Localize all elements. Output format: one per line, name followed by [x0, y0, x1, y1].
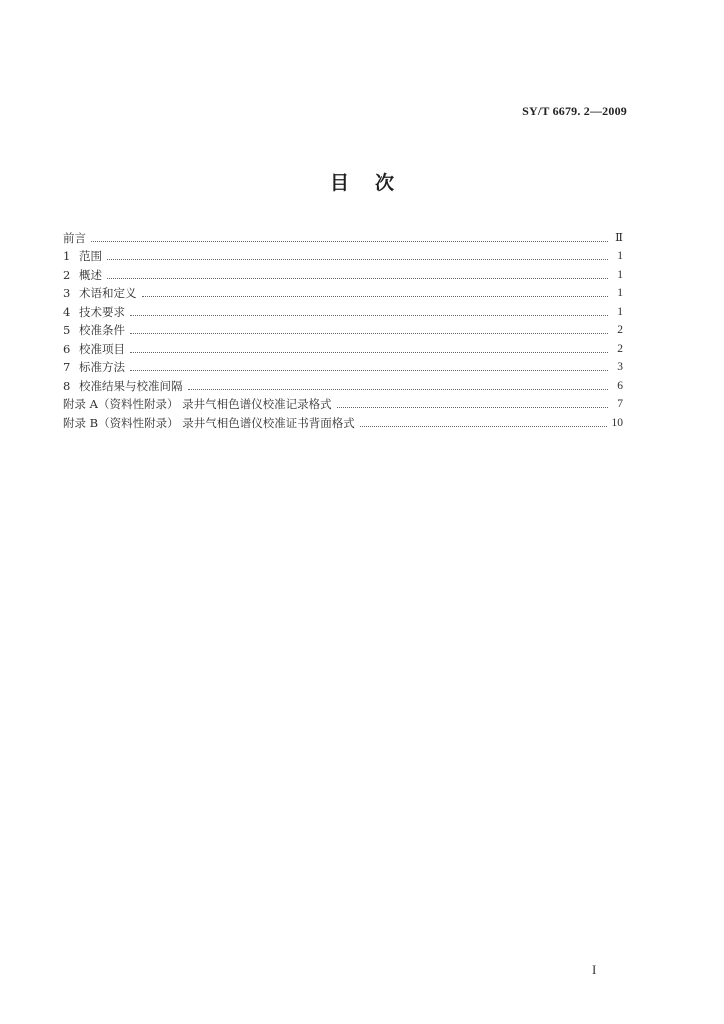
toc-entry-page: 1: [617, 250, 623, 262]
toc-entry-title: [63, 249, 102, 263]
toc-entry-title: [63, 360, 125, 374]
toc-entry-page: Ⅱ: [615, 231, 623, 244]
dot-leader: [130, 370, 608, 371]
toc-entry-title: [63, 286, 137, 300]
toc-entry-label: 前言: [63, 230, 86, 245]
dot-leader: [107, 259, 608, 260]
toc-entry-label: 标准方法: [79, 360, 125, 374]
toc-entry-page: 10: [611, 416, 623, 429]
toc-entry-label: 附录 A（资料性附录） 录井气相色谱仪校准记录格式: [63, 397, 332, 411]
toc-entry-number: 1: [63, 249, 71, 263]
dot-leader: [188, 389, 609, 390]
toc-entry[interactable]: [63, 393, 623, 412]
toc-entry-number: 6: [63, 341, 71, 356]
standard-code: SY/T 6679. 2—2009: [522, 104, 627, 118]
toc-entry-label: 附录 B（资料性附录） 录井气相色谱仪校准证书背面格式: [63, 415, 355, 430]
toc-entry-number: 8: [63, 378, 71, 393]
dot-leader: [130, 352, 608, 353]
toc-entry-title: [63, 342, 125, 356]
toc-entry-number: 4: [63, 304, 71, 319]
toc-entry-label: 概述: [79, 267, 102, 282]
toc-entry-label: 技术要求: [79, 304, 125, 319]
toc-entry-title: [63, 305, 125, 319]
dot-leader: [360, 426, 607, 427]
dot-leader: [130, 333, 608, 334]
toc-entry[interactable]: [63, 374, 623, 393]
toc-entry[interactable]: [63, 300, 623, 319]
toc-entry-label: 校准结果与校准间隔: [79, 378, 183, 393]
toc-entry-page: 7: [617, 398, 623, 410]
dot-leader: [142, 296, 609, 297]
toc-entry-page: 1: [617, 305, 623, 318]
toc-entry[interactable]: [63, 411, 623, 430]
toc-entry-title: [63, 379, 183, 393]
toc-entry[interactable]: [63, 337, 623, 356]
page-number: I: [592, 962, 597, 977]
toc-entry-page: 2: [617, 342, 623, 355]
toc-entry[interactable]: [63, 263, 623, 282]
toc-entry-number: 2: [63, 267, 71, 282]
toc-entry-title: [63, 231, 86, 245]
toc-entry-title: [63, 323, 125, 337]
toc-entry-label: 校准项目: [79, 341, 125, 356]
toc-entry[interactable]: [63, 226, 623, 245]
toc-entry-page: 2: [617, 324, 623, 336]
toc-entry-page: 3: [617, 361, 623, 373]
page-title: 目次: [329, 172, 420, 194]
toc-entry-label: 范围: [79, 249, 102, 263]
toc-entry-number: 7: [63, 360, 71, 374]
toc-entry-number: 3: [63, 286, 71, 300]
toc-entry-label: 校准条件: [79, 323, 125, 337]
toc-entry-page: 6: [617, 379, 623, 392]
table-of-contents: [63, 226, 623, 430]
toc-entry[interactable]: [63, 319, 623, 338]
toc-entry[interactable]: [63, 356, 623, 375]
toc-entry[interactable]: [63, 245, 623, 264]
toc-entry-title: [63, 397, 332, 411]
dot-leader: [107, 278, 608, 279]
toc-entry-label: 术语和定义: [79, 286, 137, 300]
toc-entry-page: 1: [617, 287, 623, 299]
toc-entry-page: 1: [617, 268, 623, 281]
toc-entry[interactable]: [63, 282, 623, 301]
toc-entry-title: [63, 416, 355, 430]
dot-leader: [91, 241, 608, 242]
dot-leader: [130, 315, 608, 316]
toc-entry-title: [63, 268, 102, 282]
toc-entry-number: 5: [63, 323, 71, 337]
dot-leader: [337, 407, 608, 408]
